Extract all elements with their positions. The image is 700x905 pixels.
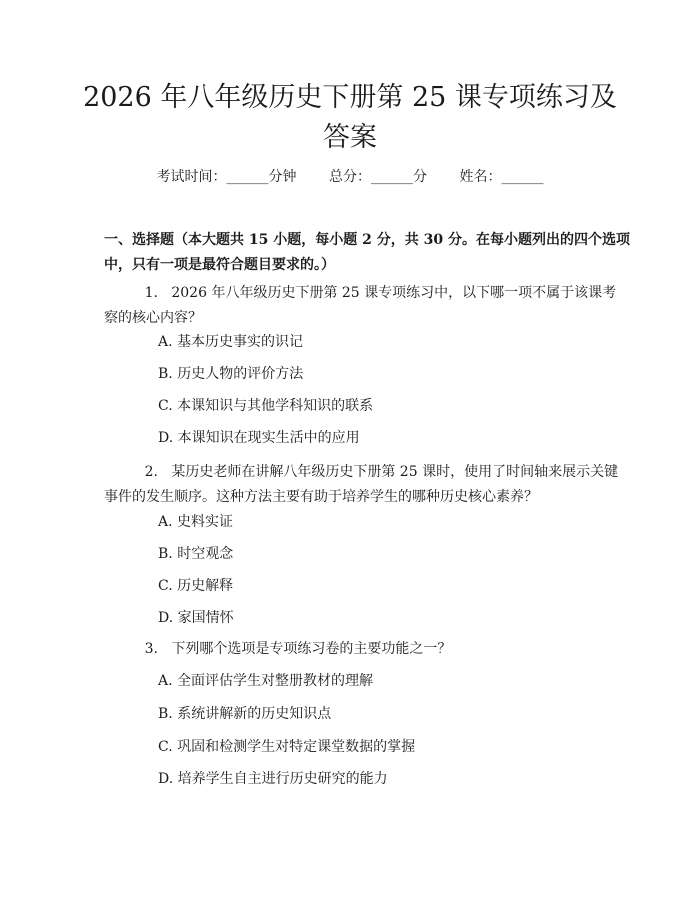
question-text: 某历史老师在讲解八年级历史下册第 25 课时，使用了时间轴来展示关键事件的发生顺序。这种方法主要有助于培养学生的哪种历史核心素养？ — [104, 464, 619, 505]
question-3-option-c: C. 巩固和检测学生对特定课堂数据的掌握 — [158, 739, 416, 755]
exam-info — [0, 166, 700, 188]
title-line-1: 2026 年八年级历史下册第 25 课专项练习及 — [83, 82, 617, 113]
question-2 — [104, 460, 624, 510]
question-1-option-c: C. 本课知识与其他学科知识的联系 — [158, 398, 374, 414]
title-line-2: 答案 — [323, 122, 377, 153]
exam-score: 总分：______分 — [329, 169, 427, 185]
question-3 — [104, 637, 624, 662]
question-2-option-b: B. 时空观念 — [158, 546, 234, 562]
question-1 — [104, 281, 624, 331]
question-3-option-d: D. 培养学生自主进行历史研究的能力 — [158, 771, 388, 787]
question-number: 3. — [144, 641, 158, 657]
question-2-option-d: D. 家国情怀 — [158, 610, 234, 626]
question-number: 2. — [144, 464, 158, 480]
question-2-option-c: C. 历史解释 — [158, 578, 234, 594]
question-3-option-b: B. 系统讲解新的历史知识点 — [158, 706, 332, 722]
question-text: 2026 年八年级历史下册第 25 课专项练习中，以下哪一项不属于该课考察的核心内容？ — [104, 285, 617, 326]
question-1-option-a: A. 基本历史事实的识记 — [158, 334, 304, 350]
question-1-option-b: B. 历史人物的评价方法 — [158, 366, 304, 382]
question-text: 下列哪个选项是专项练习卷的主要功能之一？ — [171, 641, 452, 657]
document-title — [70, 78, 630, 158]
question-3-option-a: A. 全面评估学生对整册教材的理解 — [158, 673, 374, 689]
question-1-option-d: D. 本课知识在现实生活中的应用 — [158, 430, 360, 446]
student-name: 姓名：______ — [459, 169, 544, 185]
exam-time: 考试时间：______分钟 — [156, 169, 297, 185]
section-heading: 一、选择题（本大题共 15 小题，每小题 2 分，共 30 分。在每小题列出的四个选项中，只有一项是最符合题目要求的。） — [104, 232, 630, 273]
question-number: 1. — [144, 285, 158, 301]
question-2-option-a: A. 史料实证 — [158, 514, 234, 530]
